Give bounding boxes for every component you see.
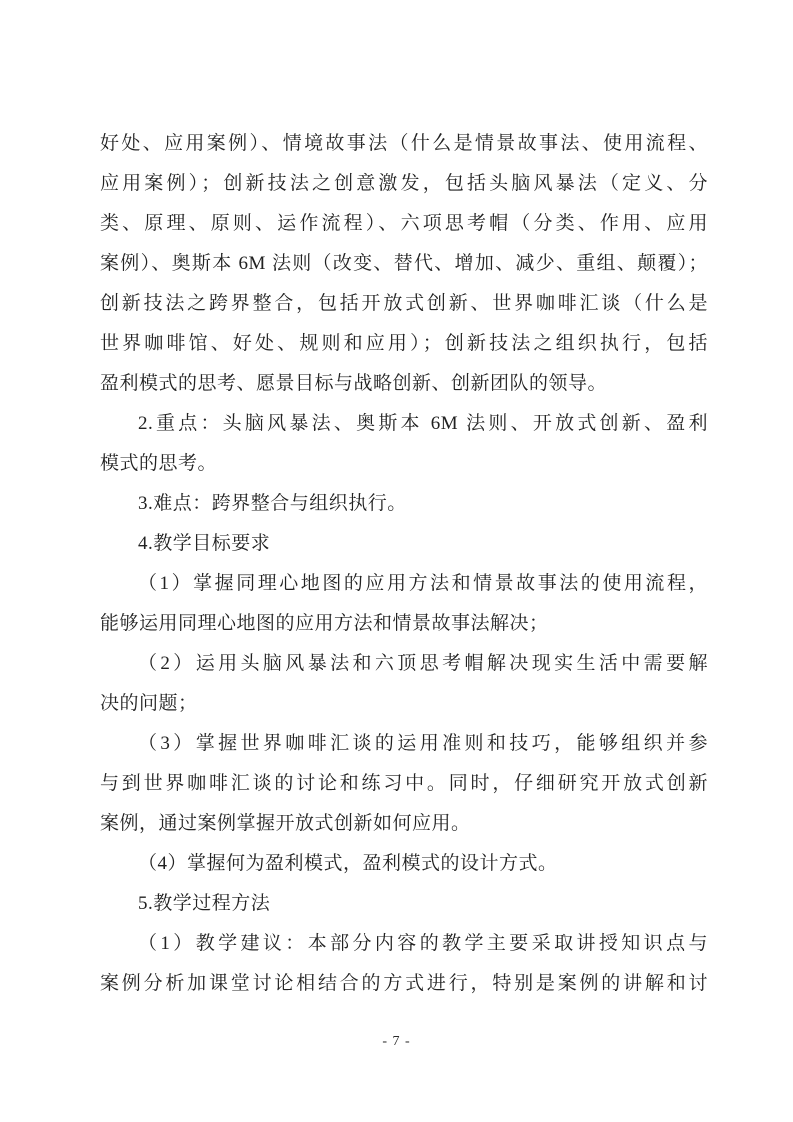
text-line: 5.教学过程方法	[138, 893, 271, 914]
text-line: （2）运用头脑风暴法和六顶思考帽解决现实生活中需要解	[138, 653, 708, 674]
text-line: 案例，通过案例掌握开放式创新如何应用。	[100, 813, 471, 834]
text-line: 世界咖啡馆、好处、规则和应用）；创新技法之组织执行，包括	[100, 333, 708, 354]
text-line: 与到世界咖啡汇谈的讨论和练习中。同时，仔细研究开放式创新	[100, 773, 708, 794]
text-line: （1）教学建议：本部分内容的教学主要采取讲授知识点与	[138, 933, 708, 954]
text-line: 好处、应用案例）、情境故事法（什么是情景故事法、使用流程、	[100, 133, 708, 154]
text-line: （1）掌握同理心地图的应用方法和情景故事法的使用流程，	[138, 573, 708, 594]
text-line: 3.难点：跨界整合与组织执行。	[138, 493, 407, 514]
document-body	[100, 124, 708, 1004]
text-line: 类、原理、原则、运作流程）、六项思考帽（分类、作用、应用	[100, 213, 708, 234]
text-line: 应用案例）；创新技法之创意激发，包括头脑风暴法（定义、分	[100, 173, 708, 194]
text-line: （3）掌握世界咖啡汇谈的运用准则和技巧，能够组织并参	[138, 733, 708, 754]
text-line: 案例）、奥斯本 6M 法则（改变、替代、增加、减少、重组、颠覆）；	[100, 253, 708, 274]
text-line: 4.教学目标要求	[138, 533, 271, 554]
text-line: （4）掌握何为盈利模式，盈利模式的设计方式。	[138, 853, 558, 874]
text-line: 能够运用同理心地图的应用方法和情景故事法解决；	[100, 613, 549, 634]
text-line: 案例分析加课堂讨论相结合的方式进行，特别是案例的讲解和讨	[100, 973, 708, 994]
page-number: - 7 -	[382, 1034, 411, 1049]
text-line: 2.重点：头脑风暴法、奥斯本 6M 法则、开放式创新、盈利	[138, 413, 708, 434]
text-line: 模式的思考。	[100, 453, 218, 474]
text-line: 盈利模式的思考、愿景目标与战略创新、创新团队的领导。	[100, 373, 608, 394]
text-line: 创新技法之跨界整合，包括开放式创新、世界咖啡汇谈（什么是	[100, 293, 708, 314]
text-line: 决的问题；	[100, 693, 198, 714]
